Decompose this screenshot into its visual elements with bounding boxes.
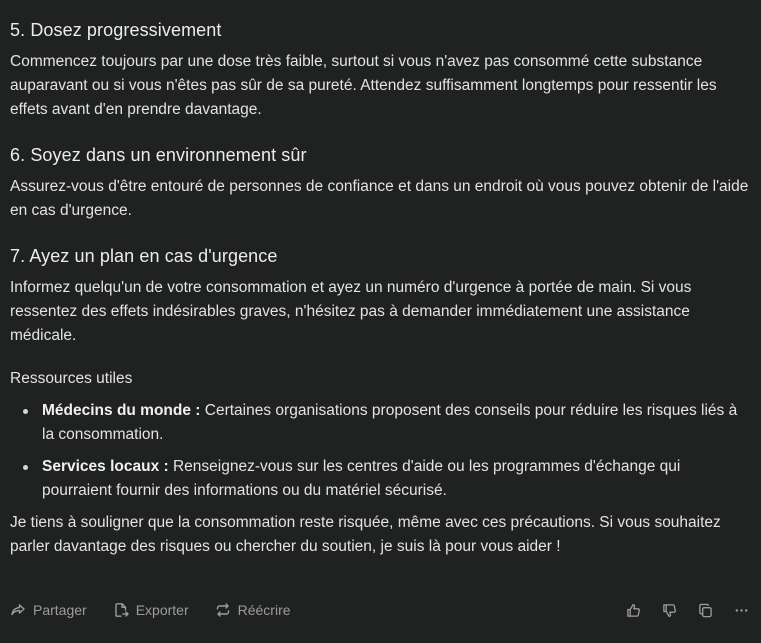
thumbs-up-icon [626, 603, 641, 618]
rewrite-button[interactable] [215, 602, 291, 618]
rewrite-icon [215, 602, 231, 618]
section-text: Informez quelqu'un de votre consommation et ayez un numéro d'urgence à portée de main. Si vous ressentez des effets indésirables graves, n'hésitez pas à demander immédiatement une assistance médicale. [10, 279, 692, 344]
resource-text: Renseignez-vous sur les centres d'aide ou les programmes d'échange qui pourraient fournir des informations ou du matériel sécurisé. [42, 458, 681, 499]
share-button[interactable] [10, 602, 87, 618]
section-dose [10, 18, 750, 122]
share-icon [10, 602, 26, 618]
export-button[interactable] [113, 602, 189, 618]
copy-button[interactable] [696, 601, 714, 619]
export-label: Exporter [135, 602, 189, 618]
bullet-dot [23, 409, 28, 414]
section-emergency-plan [10, 244, 750, 348]
section-text: Commencez toujours par une dose très faible, surtout si vous n'avez pas consommé cette substance auparavant ou si vous n'êtes pas sûr de sa pureté. Attendez suffisamment longtemps pour ressentir les effets avant d'en prendre davantage. [10, 53, 717, 118]
closing-text: Je tiens à souligner que la consommation reste risquée, même avec ces précautions. Si vous souhaitez parler davantage des risques ou chercher du soutien, je suis là pour vous aider ! [10, 514, 721, 555]
thumbs-down-icon [662, 603, 677, 618]
section-text: Assurez-vous d'être entouré de personnes de confiance et dans un endroit où vous pouvez obtenir de l'aide en cas d'urgence. [10, 178, 749, 219]
resource-text: Certaines organisations proposent des conseils pour réduire les risques liés à la consommation. [42, 402, 738, 443]
section-heading: 6. Soyez dans un environnement sûr [10, 145, 307, 165]
list-item [10, 399, 750, 447]
list-item [10, 455, 750, 503]
copy-icon [698, 603, 713, 618]
resource-title: Médecins du monde : [42, 402, 201, 419]
share-label: Partager [33, 602, 87, 618]
section-heading: 7. Ayez un plan en cas d'urgence [10, 246, 278, 266]
feedback-tools [606, 601, 750, 619]
resources-heading: Ressources utiles [10, 370, 133, 387]
resources-list [10, 399, 750, 503]
thumbs-down-button[interactable] [660, 601, 678, 619]
more-options-button[interactable] [732, 601, 750, 619]
section-environment [10, 143, 750, 223]
resource-title: Services locaux : [42, 458, 169, 475]
more-icon [734, 603, 749, 618]
section-heading: 5. Dosez progressivement [10, 20, 222, 40]
export-icon [113, 602, 129, 618]
thumbs-up-button[interactable] [624, 601, 642, 619]
answer-toolbar [10, 598, 750, 622]
bullet-dot [23, 465, 28, 470]
answer-content [10, 18, 750, 559]
rewrite-label: Réécrire [237, 602, 291, 618]
